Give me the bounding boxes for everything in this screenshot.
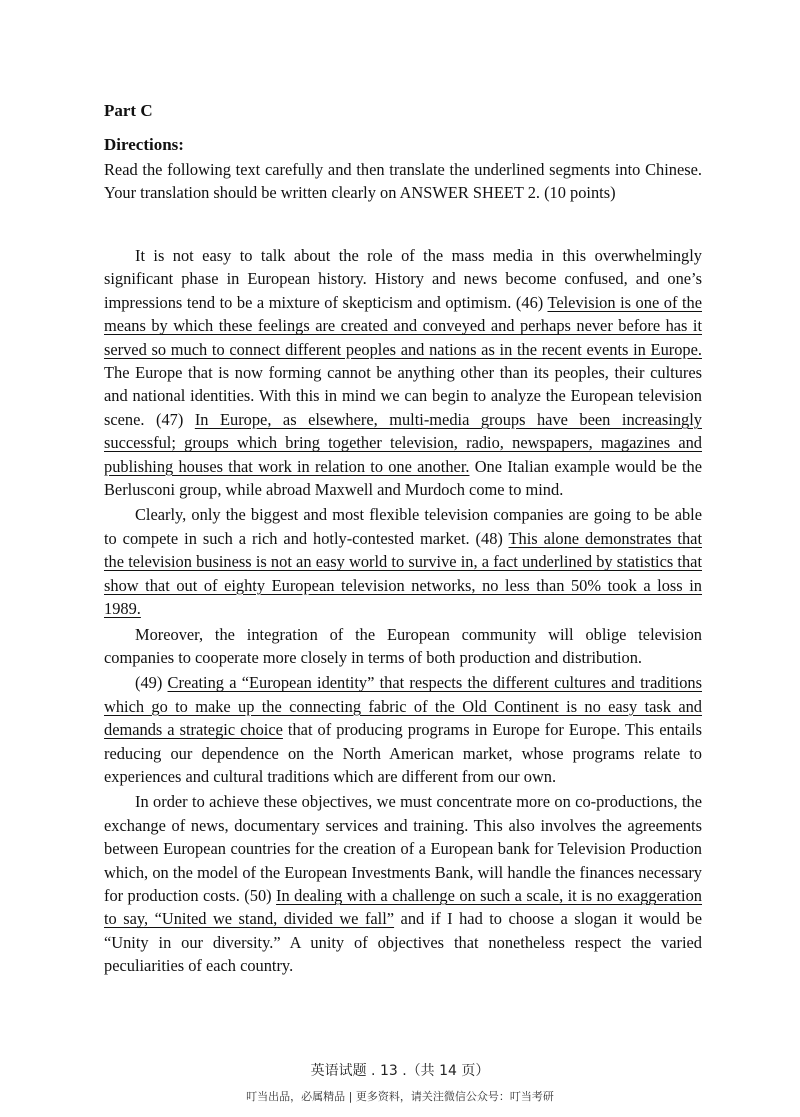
paragraph-text: Moreover, the integration of the European community will oblige television companies to cooperate more closely in terms of both production and distribution.	[104, 624, 702, 667]
directions-title: Directions:	[104, 135, 184, 154]
paragraph-4	[104, 671, 702, 788]
paragraph-text: and if I had to choose a slogan it would be “Unity in our diversity.” A unity of objectives that nonetheless respect the varied peculiarities of each country.	[104, 909, 702, 976]
paragraph-text: that of producing programs in Europe for Europe. This entails reducing our dependence on the North American market, whose programs relate to experiences and cultural traditions which are different from our own.	[104, 720, 702, 786]
directions-text: Read the following text carefully and then translate the underlined segments into Chinese. Your translation should be written clearly on ANSWER SHEET 2. (10 points)	[104, 160, 702, 203]
paragraph-text: One Italian example would be the Berlusconi group, while abroad Maxwell and Murdoch come to mind.	[104, 456, 702, 500]
paragraph-text: It is not easy to talk about the role of the mass media in this overwhelmingly significant phase in European history. History and news become confused, and one’s impressions tend to be a mixture of skepticism and optimism. (46)	[104, 246, 702, 312]
paragraph-5	[104, 790, 702, 977]
paragraph-2	[104, 503, 702, 620]
paragraph-3	[104, 623, 702, 670]
paragraph-text: Clearly, only the biggest and most flexible television companies are going to be able to compete in such a rich and hotly-contested market. (48)	[104, 505, 702, 548]
underlined-segment-49: Creating a “European identity” that respects the different cultures and traditions which go to make up the connecting fabric of the Old Continent is no easy task and demands a strategic choice	[104, 673, 702, 740]
reading-passage	[104, 244, 702, 980]
underlined-segment-48: This alone demonstrates that the television business is not an easy world to survive in, a fact underlined by statistics that show that out of eighty European television networks, no less than 50% took a loss in 1989.	[104, 528, 702, 619]
paragraph-text: The Europe that is now forming cannot be anything other than its peoples, their cultures and national identities. With this in mind we can begin to analyze the European television scene. (47)	[104, 363, 702, 429]
underlined-segment-47: In Europe, as elsewhere, multi-media groups have been increasingly successful; groups which bring together television, radio, newspapers, magazines and publishing houses that work in relation to one another.	[104, 409, 702, 476]
part-title: Part C	[104, 101, 153, 120]
underlined-segment-46: Television is one of the means by which these feelings are created and conveyed and perhaps never before has it served so much to connect different peoples and nations as in the recent events in Europe.	[104, 292, 702, 359]
paragraph-text: In order to achieve these objectives, we must concentrate more on co-productions, the exchange of news, documentary services and training. This also involves the agreements between European countries for the creation of a European bank for Television Production which, on the model of the European Investments Bank, will handle the finances necessary for production costs. (50)	[104, 792, 702, 905]
watermark-notice: 叮当出品，必属精品 | 更多资料，请关注微信公众号：叮当考研	[246, 1090, 554, 1103]
paragraph-text: (49)	[135, 673, 168, 693]
underlined-segment-50: In dealing with a challenge on such a scale, it is no exaggeration to say, “United we stand, divided we fall”	[104, 885, 702, 929]
page-number-footer: 英语试题 . 13 .（共 14 页）	[310, 1063, 490, 1079]
paragraph-1	[104, 244, 702, 501]
